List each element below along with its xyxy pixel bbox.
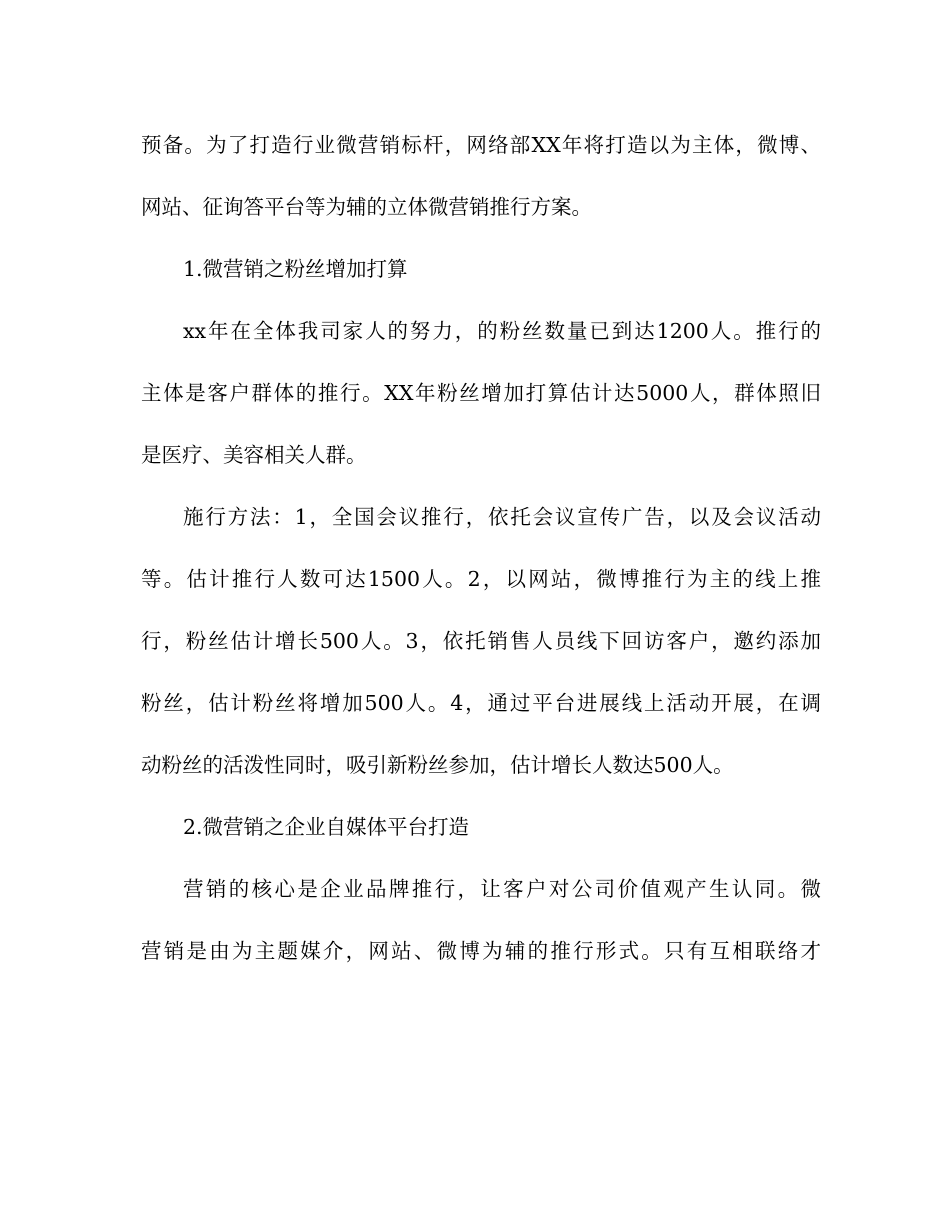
body-text xyxy=(141,122,821,990)
paragraph-line: 主体是客户群体的推行。XX年粉丝增加打算估计达5000人，群体照旧 xyxy=(141,381,821,405)
section-heading: 2.微营销之企业自媒体平台打造 xyxy=(183,815,470,839)
paragraph-line: 等。估计推行人数可达1500人。2，以网站，微博推行为主的线上推 xyxy=(141,567,821,591)
paragraph-line: 营销的核心是企业品牌推行，让客户对公司价值观产生认同。微 xyxy=(183,877,821,901)
paragraph-line: 预备。为了打造行业微营销标杆，网络部XX年将打造以为主体，微博、 xyxy=(141,133,821,157)
paragraph-line: xx年在全体我司家人的努力，的粉丝数量已到达1200人。推行的 xyxy=(183,319,821,343)
paragraph-line: 动粉丝的活泼性同时，吸引新粉丝参加，估计增长人数达500人。 xyxy=(141,753,734,777)
paragraph-line: 粉丝，估计粉丝将增加500人。4，通过平台进展线上活动开展，在调 xyxy=(141,691,821,715)
paragraph-line: 行，粉丝估计增长500人。3，依托销售人员线下回访客户，邀约添加 xyxy=(141,629,821,653)
section-heading: 1.微营销之粉丝增加打算 xyxy=(183,257,408,281)
paragraph-line: 施行方法：1，全国会议推行，依托会议宣传广告，以及会议活动 xyxy=(183,505,821,529)
paragraph-line: 网站、征询答平台等为辅的立体微营销推行方案。 xyxy=(141,195,592,219)
paragraph-line: 是医疗、美容相关人群。 xyxy=(141,443,367,467)
paragraph-line: 营销是由为主题媒介，网站、微博为辅的推行形式。只有互相联络才 xyxy=(141,939,821,963)
